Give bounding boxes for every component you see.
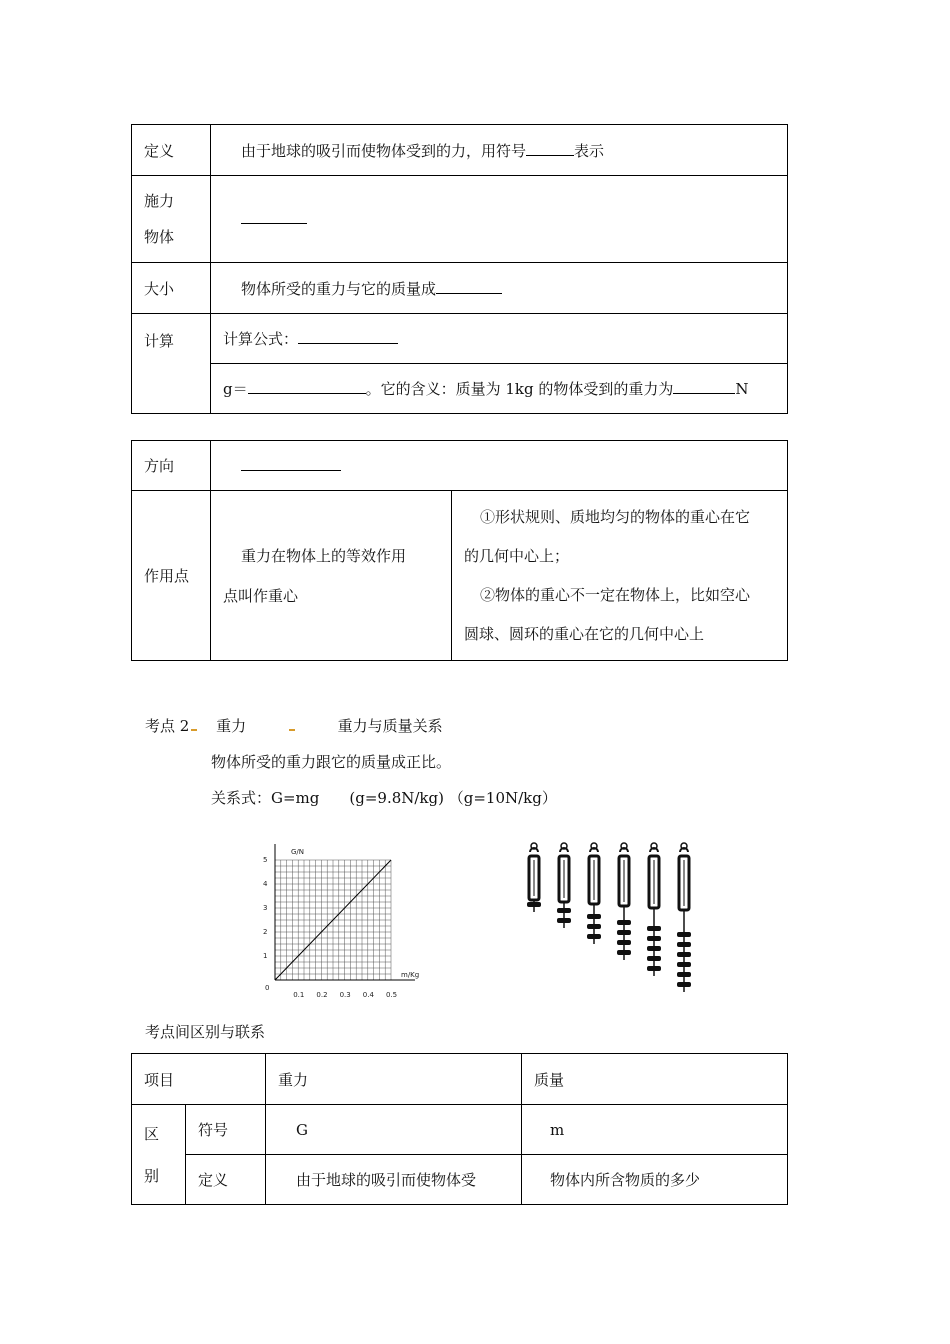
- action-point-text-1: 重力在物体上的等效作用: [241, 546, 407, 565]
- label-definition: 定义: [132, 125, 211, 176]
- calc-g-unit: N: [735, 380, 749, 398]
- cell-action-point: [211, 491, 452, 661]
- comparison-table: [131, 1053, 788, 1205]
- label-size: 大小: [132, 263, 211, 314]
- row-size: [132, 263, 788, 314]
- hanging-weight-icon: [557, 908, 571, 913]
- blank-g: [248, 392, 366, 394]
- row-definition: [132, 125, 788, 176]
- blank-size: [436, 292, 502, 294]
- gravity-table-1: [131, 124, 788, 414]
- cell-definition: [211, 125, 788, 176]
- label-symbol: 符号: [186, 1105, 266, 1155]
- action-point-text-2: 点叫作重心: [223, 586, 299, 605]
- row-header: [132, 1054, 788, 1105]
- row-calc-g: [132, 364, 788, 414]
- y-tick-label: 3: [263, 904, 268, 912]
- row-direction: [132, 441, 788, 491]
- hanging-weight-icon: [617, 930, 631, 935]
- note-2b: 圆球、圆环的重心在它的几何中心上: [464, 624, 705, 643]
- orange-mark-1: [191, 729, 197, 731]
- heading-c: 重力与质量关系: [337, 717, 443, 735]
- gravity-table-2: [131, 440, 788, 661]
- gravity-mass-chart: [255, 840, 445, 1000]
- blank-formula: [298, 342, 398, 344]
- section3-heading: 考点间区别与联系: [145, 1023, 266, 1041]
- hanging-weight-icon: [587, 934, 601, 939]
- y-tick-label: 4: [263, 880, 268, 888]
- blank-weight: [673, 392, 735, 394]
- cell-calc-formula: [211, 314, 788, 364]
- cell-direction: [211, 441, 788, 491]
- cell-center-notes: [452, 491, 788, 661]
- x-axis-label: m/Kg: [401, 971, 420, 979]
- hanging-weight-icon: [647, 926, 661, 931]
- hanging-weight-icon: [647, 966, 661, 971]
- section2-line1: 物体所受的重力跟它的质量成正比。: [211, 753, 452, 771]
- hanging-weight-icon: [677, 982, 691, 987]
- spring-scale-illustration: [520, 842, 700, 1002]
- row-action-point: [132, 491, 788, 661]
- blank-symbol: [526, 154, 574, 156]
- note-2a: ②物体的重心不一定在物体上，比如空心: [480, 585, 751, 604]
- def-gravity: 由于地球的吸引而使物体受: [266, 1155, 522, 1205]
- note-1b: 的几何中心上；: [464, 546, 570, 565]
- hanging-weight-icon: [647, 936, 661, 941]
- header-mass: 质量: [522, 1054, 788, 1105]
- heading-b: 重力: [216, 717, 247, 735]
- hanging-weight-icon: [617, 950, 631, 955]
- hanging-weight-icon: [677, 932, 691, 937]
- hanging-weight-icon: [647, 946, 661, 951]
- hanging-weight-icon: [677, 942, 691, 947]
- x-tick-label: 0.5: [386, 991, 398, 999]
- symbol-gravity: G: [266, 1105, 522, 1155]
- hanging-weight-icon: [677, 972, 691, 977]
- label-force-object-2: 物体: [144, 228, 175, 246]
- cell-force-object: [211, 176, 788, 263]
- origin-label: 0: [265, 984, 270, 992]
- calc-formula-text: 计算公式：: [223, 330, 299, 348]
- blank-direction: [241, 469, 341, 471]
- hanging-weight-icon: [617, 920, 631, 925]
- label-force-object-1: 施力: [144, 192, 175, 210]
- x-tick-label: 0.4: [362, 991, 374, 999]
- definition-text: 由于地球的吸引而使物体受到的力，用符号: [241, 141, 527, 160]
- orange-mark-2: [289, 729, 295, 731]
- hanging-weight-icon: [677, 952, 691, 957]
- hanging-weight-icon: [587, 914, 601, 919]
- label-direction: 方向: [132, 441, 211, 491]
- size-text: 物体所受的重力与它的质量成: [241, 279, 437, 298]
- blank-force-object: [241, 222, 307, 224]
- note-1a: ①形状规则、质地均匀的物体的重心在它: [480, 507, 751, 526]
- section2-heading: [145, 715, 443, 736]
- x-tick-label: 0.3: [339, 991, 351, 999]
- hanging-weight-icon: [527, 902, 541, 907]
- cell-calc-g: [211, 364, 788, 414]
- hanging-weight-icon: [617, 940, 631, 945]
- label-force-object: [132, 176, 211, 263]
- heading-a: 考点 2: [145, 717, 190, 735]
- x-tick-label: 0.2: [316, 991, 328, 999]
- row-def: [132, 1155, 788, 1205]
- hanging-weight-icon: [647, 956, 661, 961]
- hanging-weight-icon: [587, 924, 601, 929]
- label-calc: 计算: [132, 314, 211, 414]
- label-difference: [132, 1105, 186, 1205]
- header-item: 项目: [132, 1054, 266, 1105]
- y-tick-label: 2: [263, 928, 268, 936]
- y-tick-label: 5: [263, 856, 268, 864]
- hanging-weight-icon: [557, 918, 571, 923]
- header-gravity: 重力: [266, 1054, 522, 1105]
- diff-1: 区: [144, 1124, 160, 1143]
- y-tick-label: 1: [263, 952, 268, 960]
- calc-g-mid: 。它的含义：质量为 1kg 的物体受到的重力为: [365, 380, 674, 398]
- label-def: 定义: [186, 1155, 266, 1205]
- hanging-weight-icon: [677, 962, 691, 967]
- calc-g-prefix: g＝: [223, 380, 248, 398]
- def-mass: 物体内所含物质的多少: [522, 1155, 788, 1205]
- x-tick-label: 0.1: [293, 991, 305, 999]
- definition-tail: 表示: [574, 141, 605, 160]
- row-force-object: [132, 176, 788, 263]
- row-calc: [132, 314, 788, 364]
- row-symbol: [132, 1105, 788, 1155]
- y-axis-label: G/N: [291, 848, 305, 856]
- label-action-point: 作用点: [132, 491, 211, 661]
- cell-size: [211, 263, 788, 314]
- symbol-mass: m: [522, 1105, 788, 1155]
- section2-line2: 关系式：G=mg (g=9.8N/kg) （g=10N/kg）: [211, 789, 557, 807]
- diff-2: 别: [144, 1166, 160, 1185]
